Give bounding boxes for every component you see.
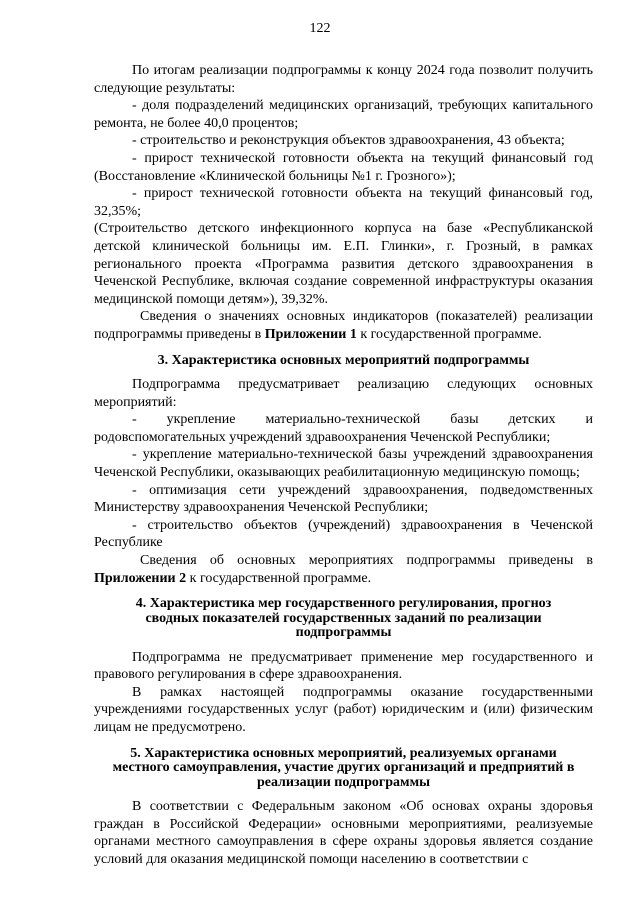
section-5-heading-line-3: реализации подпрограммы	[256, 774, 431, 790]
results-item-readiness-hospital: - прирост технической готовности объекта на текущий финансовый год (Восстановление «Клинической больницы №1 г. Грозного»);	[94, 150, 593, 184]
results-item-construction: - строительство и реконструкция объектов здравоохранения, 43 объекта;	[132, 133, 565, 149]
page-content	[94, 62, 593, 868]
section-4-heading-line-1: 4. Характеристика мер государственного регулирования, прогноз	[135, 596, 552, 612]
section-4-heading-line-3: подпрограммы	[295, 625, 392, 641]
appendix-2-reference: Приложении 2	[94, 570, 187, 586]
section-3-item-network-optimization: - оптимизация сети учреждений здравоохранения, подведомственных Министерству здравоохранения Чеченской Республики;	[94, 482, 593, 516]
activities-text-before: Сведения об основных мероприятиях подпрограммы приведены в	[140, 552, 593, 568]
section-5-heading-line-2: местного самоуправления, участие других организаций и предприятий в	[112, 760, 575, 776]
results-item-capital-repair: - доля подразделений медицинских организаций, требующих капитального ремонта, не более 40,0 процентов;	[94, 98, 593, 131]
results-indicators-reference	[94, 308, 593, 343]
section-5-paragraph-1: В соответствии с Федеральным законом «Об основах охраны здоровья граждан в Российской Федерации» основными мероприятиями, реализуемые органами местного самоуправления в сфере охраны здоровья является создание условий для оказания медицинской помощи населению в соответствии с	[94, 799, 593, 867]
section-3-item-rehabilitation: - укрепление материально-технической базы учреждений здравоохранения Чеченской Республики, оказывающих реабилитационную медицинскую помощь;	[94, 447, 593, 480]
section-4-heading-line-2: сводных показателей государственных заданий по реализации	[145, 610, 542, 626]
section-3-item-child-maternity: - укрепление материально-технической базы детских и родовспомогательных учреждений здравоохранения Чеченской Республики;	[94, 412, 593, 445]
section-5-heading	[94, 747, 593, 791]
results-intro: По итогам реализации подпрограммы к концу 2024 года позволит получить следующие результаты:	[94, 63, 593, 96]
results-item-readiness-percent: - прирост технической готовности объекта на текущий финансовый год, 32,35%;	[94, 186, 593, 219]
section-5-heading-line-1: 5. Характеристика основных мероприятий, реализуемых органами	[130, 745, 557, 761]
page-number: 122	[309, 21, 331, 36]
appendix-1-reference: Приложении 1	[264, 326, 357, 342]
indicators-text-after: к государственной программе.	[356, 326, 542, 342]
results-item-infectious-building: (Строительство детского инфекционного корпуса на базе «Республиканской детской клинической больницы им. Е.П. Глинки», г. Грозный, в рамках регионального проекта «Программа развития детского здравоохранения в Чеченской Республике, включая создание современной инфраструктуры оказания медицинской помощи детям»), 39,32%.	[94, 221, 593, 307]
section-3-item-facility-construction: - строительство объектов (учреждений) здравоохранения в Чеченской Республике	[94, 517, 593, 551]
section-3-activities-reference	[94, 552, 593, 587]
section-3-heading: 3. Характеристика основных мероприятий подпрограммы	[157, 352, 530, 368]
indicators-text-before: Сведения о значениях основных индикаторов (показателей) реализации подпрограммы приведены в	[94, 309, 593, 342]
section-4-paragraph-2: В рамках настоящей подпрограммы оказание государственными учреждениями государственных услуг (работ) юридическим и (или) физическим лицам не предусмотрено.	[94, 684, 593, 735]
section-4-paragraph-1: Подпрограмма не предусматривает применение мер государственного и правового регулирования в сфере здравоохранения.	[94, 649, 593, 683]
section-3-intro: Подпрограмма предусматривает реализацию следующих основных мероприятий:	[94, 377, 593, 410]
activities-text-after: к государственной программе.	[186, 570, 372, 586]
section-4-heading	[94, 597, 593, 641]
